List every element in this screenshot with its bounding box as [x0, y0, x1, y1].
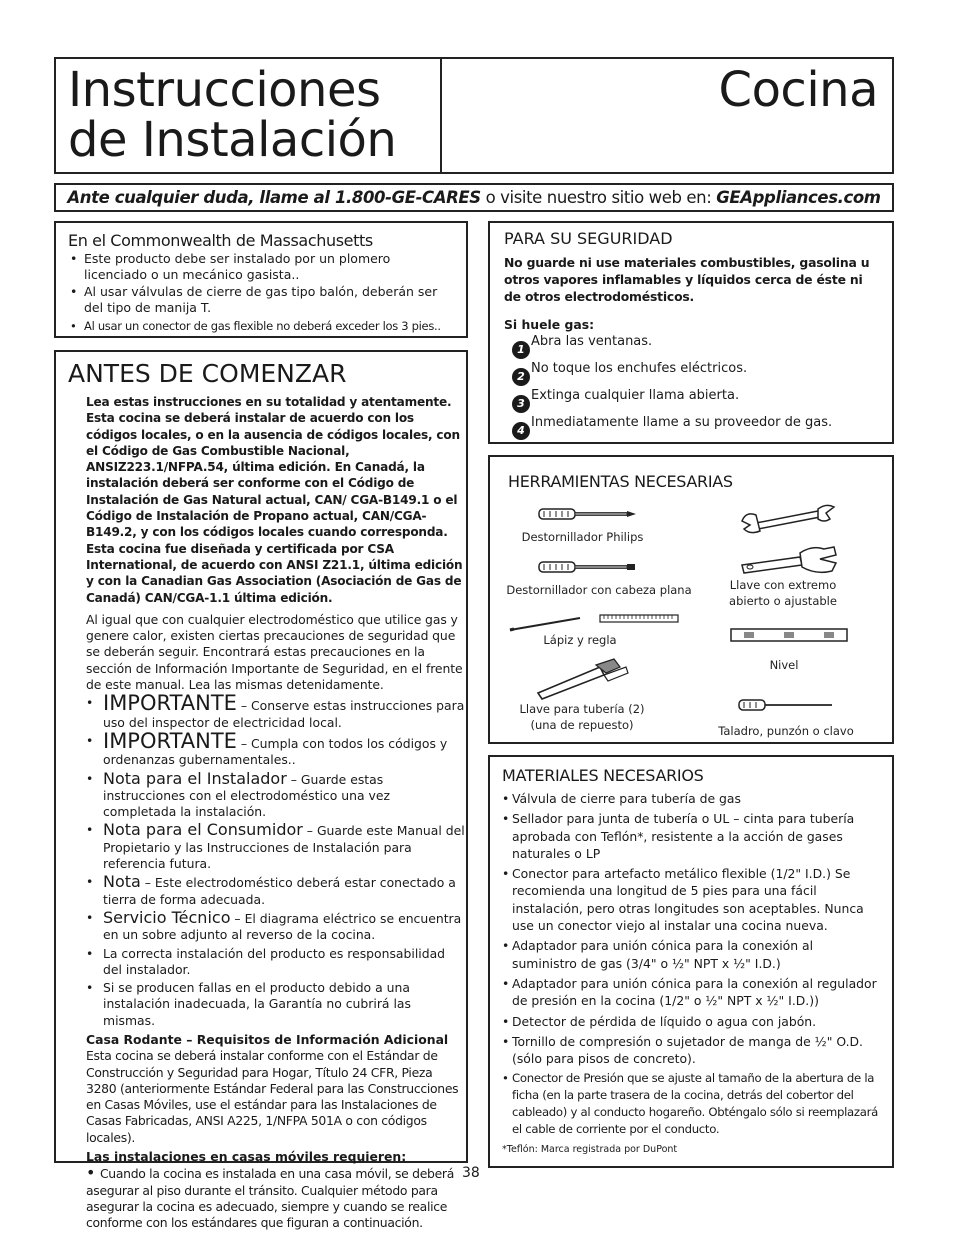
level-icon [730, 627, 848, 643]
page-title: Instrucciones de Instalación [68, 62, 397, 168]
importante-2: • IMPORTANTE – Cumpla con todos los códigos y ordenanzas gubernamentales.. [86, 733, 466, 769]
list-item: • Adaptador para unión cónica para la conexión al regulador de presión en la cocina (1/2" o ½" NPT x ½" I.D.)) [502, 975, 880, 1010]
list-item: • Al usar válvulas de cierre de gas tipo balón, deberán ser del tipo de manija T. [68, 284, 454, 315]
banner-middle: o visite nuestro sitio web en: [480, 188, 717, 207]
nota: • Nota – Este electrodoméstico deberá estar conectado a tierra de forma adecuada. [86, 874, 466, 908]
awl-icon [738, 697, 834, 713]
tool-label: Taladro, punzón o clavo [718, 724, 854, 738]
step-number-icon: 1 [512, 341, 530, 359]
casas-moviles-title: Las instalaciones en casas móviles requieren: [86, 1149, 407, 1165]
banner-phone: Ante cualquier duda, llame al 1.800-GE-CARES [67, 188, 481, 207]
step-number-icon: 3 [512, 395, 530, 413]
seguridad-box [488, 221, 894, 444]
step-4: 4 Inmediatamente llame a su proveedor de gas. [504, 415, 878, 442]
contact-banner [54, 183, 894, 212]
title-box-left [54, 57, 442, 174]
massachusetts-title: En el Commonwealth de Massachusetts [68, 231, 373, 250]
materiales-footnote: *Teflón: Marca registrada por DuPont [502, 1143, 678, 1155]
product-title: Cocina [718, 62, 878, 118]
list-item: • Conector para artefacto metálico flexible (1/2" I.D.) Se recomienda una longitud de 5 pies para una fácil instalación, pero otras longitudes son aceptables. Nunca use un conector viejo al instalar una cocina nueva. [502, 865, 880, 934]
tool-label: Destornillador con cabeza plana [506, 583, 692, 597]
adjustable-wrench-icon [738, 545, 840, 577]
massachusetts-box [54, 221, 468, 338]
antes-box [54, 350, 468, 1231]
tool-label: Llave con extremo abierto o ajustable [729, 578, 837, 608]
step-number-icon: 4 [512, 422, 530, 440]
title-box-right [440, 57, 894, 174]
step-number-icon: 2 [512, 368, 530, 386]
bullet-responsabilidad: • La correcta instalación del producto es responsabilidad del instalador. [86, 946, 466, 979]
massachusetts-list [68, 251, 454, 335]
bullet-garantia: • Si se producen fallas en el producto debido a una instalación inadecuada, la Garantía no cubrirá las mismas. [86, 980, 466, 1029]
page-number: 38 [462, 1165, 480, 1181]
step-2: 2 No toque los enchufes eléctricos. [504, 361, 878, 388]
antes-para: Al igual que con cualquier electrodoméstico que utilice gas y genere calor, existen ciertas precauciones de seguridad que se deberán seguir. Encontrará estas precauciones en la sección de Información Importante de Seguridad, en el frente de este manual. Lea las mismas detenidamente. [86, 611, 463, 693]
banner-website-link[interactable]: GEAppliances.com [716, 188, 881, 207]
phillips-screwdriver-icon [538, 505, 638, 523]
herramientas-box [488, 455, 894, 744]
servicio-tecnico: • Servicio Técnico – El diagrama eléctrico se encuentra en un sobre adjunto al reverso de la cocina. [86, 910, 466, 944]
seguridad-warning: No guarde ni use materiales combustibles, gasolina u otros vapores inflamables y líquidos cerca de éste ni de otros electrodomésticos. [504, 255, 870, 304]
pipe-wrench-icon [534, 657, 634, 701]
list-item: • Conector de Presión que se ajuste al tamaño de la abertura de la ficha (en la parte trasera de la cocina, detrás del cobertor del cableado) y al conducto hogareño. Obténgalo sólo si reemplazará el cable de corriente por el conducto. [502, 1070, 880, 1137]
list-item: • Detector de pérdida de líquido o agua con jabón. [502, 1013, 880, 1030]
materiales-box [488, 755, 894, 1168]
casa-rodante-text: Esta cocina se deberá instalar conforme con el Estándar de Construcción y Seguridad para Hogar, Título 24 CFR, Pieza 3280 (anteriormente Estándar Federal para las Construcciones en Casas Móviles, use el estándar para las Instalaciones de Casas Fabricadas, ANSI A225, 1/NFPA 501A o con códigos locales). [86, 1048, 459, 1145]
flathead-screwdriver-icon [538, 558, 638, 576]
casas-moviles-text: • Cuando la cocina es instalada en una casa móvil, se deberá asegurar al piso durante el tránsito. Cualquier método para asegurar la cocina es adecuado, siempre y cuando se realice conforme con los estándares que figuran a continuación. [86, 1163, 455, 1231]
list-item: • Adaptador para unión cónica para la conexión al suministro de gas (3/4" o ½" NPT x ½" I.D.) [502, 937, 880, 972]
antes-intro: Lea estas instrucciones en su totalidad y atentamente. Esta cocina se deberá instalar de acuerdo con los códigos locales, o en la ausencia de códigos locales, con el Código de Gas Combustible Nacional, ANSIZ223.1/NFPA.54, última edición. En Canadá, la instalación deberá ser conforme con el Código de Instalación de Gas Natural actual, CAN/ CGA-B149.1 o el Código de Instalación de Propano actual, CAN/CGA-B149.2, y con los códigos locales cuando corresponda. Esta cocina fue diseñada y certificada por CSA International, de acuerdo con ANSI Z21.1, última edición y con la Canadian Gas Association (Asociación de Gas de Canadá) CAN/CGA-1.1 última edición. [86, 395, 463, 605]
tool-label: Llave para tubería (2) (una de repuesto) [519, 702, 645, 732]
list-item: • Tornillo de compresión o sujetador de manga de ½" O.D. (sólo para pisos de concreto). [502, 1033, 880, 1068]
list-item: • Válvula de cierre para tubería de gas [502, 790, 880, 807]
materiales-list [502, 790, 880, 1138]
step-1: 1 Abra las ventanas. [504, 334, 878, 361]
pencil-ruler-icon [508, 611, 683, 633]
huele-gas-label: Si huele gas: [504, 317, 595, 332]
nota-consumidor: • Nota para el Consumidor – Guarde este Manual del Propietario y las Instrucciones de Instalación para referencia futura. [86, 822, 466, 872]
importante-1: • IMPORTANTE – Conserve estas instrucciones para uso del inspector de electricidad local. [86, 695, 466, 731]
list-item: • Sellador para junta de tubería o UL – cinta para tubería aprobada con Teflón*, resistente a la acción de gases naturales o LP [502, 810, 880, 862]
list-item: • Este producto debe ser instalado por un plomero licenciado o un mecánico gasista.. [68, 251, 454, 282]
tool-label: Nivel [769, 658, 799, 672]
herramientas-title: HERRAMIENTAS NECESARIAS [508, 472, 733, 491]
antes-content [68, 394, 466, 1232]
open-end-wrench-icon [740, 501, 840, 535]
tool-label: Destornillador Philips [521, 530, 644, 544]
antes-title: ANTES DE COMENZAR [68, 359, 347, 388]
casa-rodante-title: Casa Rodante – Requisitos de Información Adicional [86, 1031, 449, 1047]
nota-instalador: • Nota para el Instalador – Guarde estas instrucciones con el electrodoméstico una vez completada la instalación. [86, 771, 466, 821]
step-3: 3 Extinga cualquier llama abierta. [504, 388, 878, 415]
list-item: • Al usar un conector de gas flexible no deberá exceder los 3 pies.. [68, 319, 454, 335]
seguridad-title: PARA SU SEGURIDAD [504, 229, 673, 248]
materiales-title: MATERIALES NECESARIOS [502, 766, 704, 785]
tool-label: Lápiz y regla [543, 633, 617, 647]
